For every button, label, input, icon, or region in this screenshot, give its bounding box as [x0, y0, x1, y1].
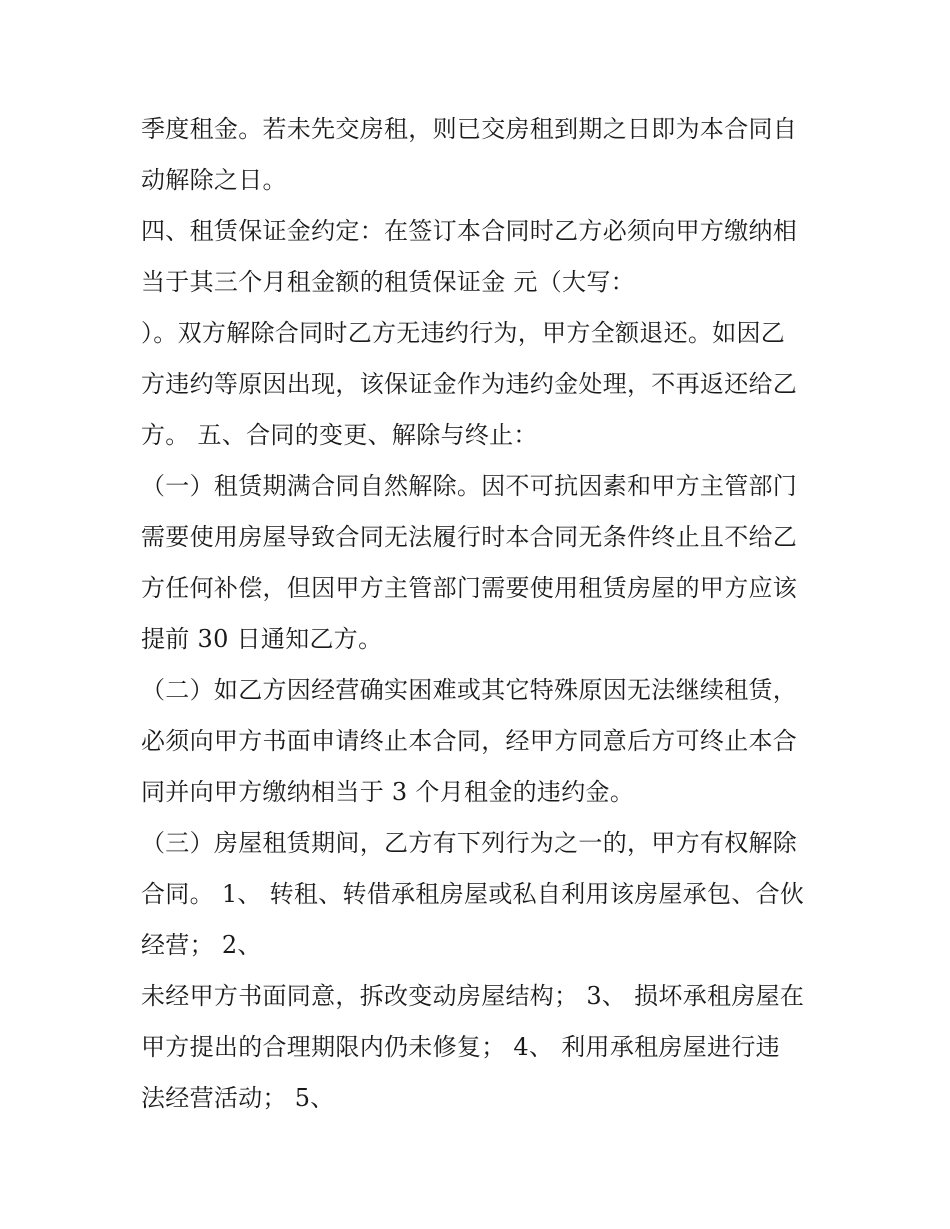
text-line: （一）租赁期满合同自然解除。因不可抗因素和甲方主管部门 [141, 472, 798, 500]
text-line: （二）如乙方因经营确实困难或其它特殊原因无法继续租赁， [141, 676, 798, 704]
text-line: 方任何补偿，但因甲方主管部门需要使用租赁房屋的甲方应该 [141, 574, 798, 602]
text-line: 季度租金。若未先交房租，则已交房租到期之日即为本合同自 [141, 115, 798, 143]
text-line: 动解除之日。 [141, 166, 287, 194]
text-line: （三）房屋租赁期间，乙方有下列行为之一的，甲方有权解除 [141, 829, 798, 857]
text-line: ）。双方解除合同时乙方无违约行为，甲方全额退还。如因乙 [141, 319, 786, 347]
text-line: 甲方提出的合理期限内仍未修复； 4、 利用承租房屋进行违 [141, 1033, 780, 1061]
text-line: 方。 五、合同的变更、解除与终止： [141, 421, 538, 449]
text-line: 提前 30 日通知乙方。 [141, 625, 383, 653]
text-line: 合同。 1、 转租、转借承租房屋或私自利用该房屋承包、合伙 [141, 880, 805, 908]
text-line: 经营； 2、 [141, 931, 262, 959]
text-line: 四、租赁保证金约定：在签订本合同时乙方必须向甲方缴纳相 [141, 217, 798, 245]
text-line: 必须向甲方书面申请终止本合同，经甲方同意后方可终止本合 [141, 727, 798, 755]
text-line: 同并向甲方缴纳相当于 3 个月租金的违约金。 [141, 778, 635, 806]
text-line: 法经营活动； 5、 [141, 1084, 335, 1112]
text-line: 当于其三个月租金额的租赁保证金 元（大写： [141, 268, 635, 296]
text-line: 方违约等原因出现，该保证金作为违约金处理，不再返还给乙 [141, 370, 798, 398]
text-line: 需要使用房屋导致合同无法履行时本合同无条件终止且不给乙 [141, 523, 798, 551]
text-line: 未经甲方书面同意，拆改变动房屋结构； 3、 损坏承租房屋在 [141, 982, 805, 1010]
